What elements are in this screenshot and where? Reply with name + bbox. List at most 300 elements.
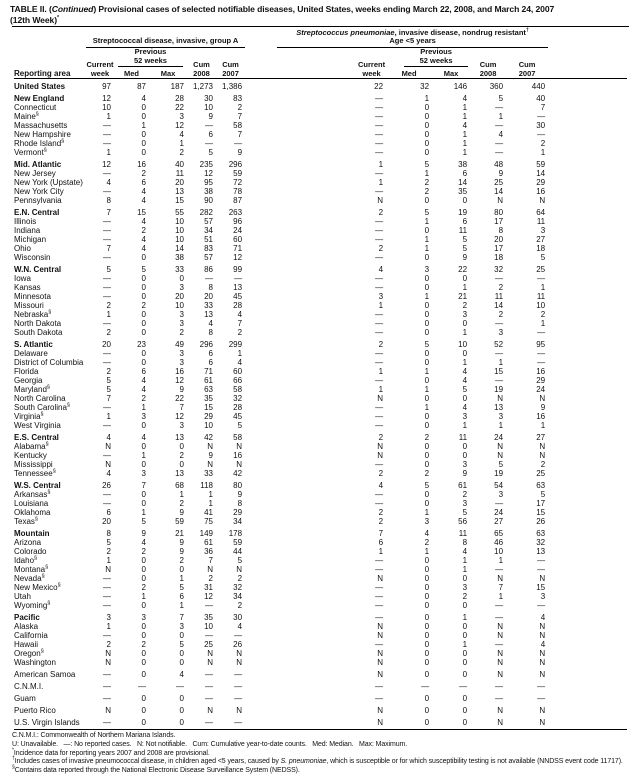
value-cell: 58 [233, 433, 243, 442]
value-cell: — [375, 112, 384, 121]
spacer-cell [548, 205, 627, 217]
value-cell: N [497, 442, 504, 451]
value-cell: 0 [424, 622, 430, 631]
value-cell: 0 [424, 451, 430, 460]
value-cell: 4 [540, 613, 546, 622]
value-cell: 2 [237, 103, 243, 112]
value-cell: 0 [141, 349, 146, 358]
reporting-area-cell: Ohio [14, 244, 31, 253]
value-cell: 2 [424, 433, 430, 442]
reporting-area-cell: New England [14, 94, 65, 103]
value-cell: 3 [462, 499, 468, 508]
value-cell: N [105, 442, 111, 451]
value-cell: 4 [462, 94, 468, 103]
spacer-cell [245, 526, 357, 538]
value-cell: 2 [378, 433, 384, 442]
spacer-cell [245, 715, 357, 730]
value-cell: 1 [179, 574, 184, 583]
table-row [14, 121, 627, 130]
spacer-cell [548, 112, 627, 121]
value-cell: 2 [424, 187, 430, 196]
value-cell: 25 [494, 178, 504, 187]
value-cell: 8 [106, 196, 111, 205]
value-cell: 15 [175, 196, 184, 205]
table-row [14, 460, 627, 469]
value-cell: N [377, 442, 384, 451]
value-cell: 0 [141, 670, 146, 679]
reporting-area-cell: Tennessee§ [14, 468, 56, 478]
spacer-cell [548, 139, 627, 148]
reporting-area-cell: Minnesota [14, 292, 51, 301]
reporting-area-cell: Texas§ [14, 516, 38, 526]
table-row [14, 451, 627, 460]
value-cell: 0 [141, 358, 146, 367]
area-footnote-mark: § [40, 411, 44, 418]
value-cell: — [103, 253, 111, 262]
value-cell: 25 [536, 265, 546, 274]
value-cell: 146 [432, 79, 470, 92]
value-cell: 17 [494, 244, 504, 253]
reporting-area-cell: Nebraska§ [14, 309, 52, 319]
value-cell: 12 [204, 169, 213, 178]
value-cell: 17 [536, 499, 546, 508]
value-cell: 31 [204, 583, 213, 592]
value-cell: 35 [458, 187, 468, 196]
spacer-cell [245, 226, 357, 235]
value-cell: — [375, 613, 384, 622]
value-cell: 2 [424, 178, 430, 187]
value-cell: 2 [106, 367, 111, 376]
value-cell: — [375, 412, 384, 421]
area-footnote-mark: § [46, 384, 50, 391]
table-row [14, 130, 627, 139]
value-cell: — [234, 274, 243, 283]
value-cell: 30 [204, 94, 213, 103]
value-cell: 29 [536, 376, 546, 385]
table-row [14, 112, 627, 121]
reporting-area-cell: Idaho§ [14, 555, 38, 565]
footnotes [12, 732, 633, 776]
value-cell: 0 [141, 274, 146, 283]
spacer-cell [548, 292, 627, 301]
value-cell: 45 [233, 292, 243, 301]
spacer-cell [548, 367, 627, 376]
reporting-area-cell: Arizona [14, 538, 42, 547]
spacer-cell [245, 538, 357, 547]
group2-title-line1: Streptococcus pneumoniae, invasive disease, nondrug resistant† [296, 27, 529, 37]
col-max-g2: Max [443, 68, 459, 78]
value-cell: 4 [424, 529, 430, 538]
value-cell: N [539, 394, 546, 403]
spacer-cell [548, 640, 627, 649]
value-cell: 0 [424, 103, 430, 112]
value-cell: 0 [424, 421, 430, 430]
value-cell: 0 [424, 442, 430, 451]
value-cell: 1 [378, 367, 384, 376]
table-row [14, 499, 627, 508]
value-cell: — [375, 139, 384, 148]
value-cell: 0 [424, 394, 430, 403]
value-cell: 296 [199, 340, 213, 349]
spacer-cell [245, 394, 357, 403]
spacer-cell [245, 478, 357, 490]
spacer-cell [548, 460, 627, 469]
value-cell: 13 [536, 547, 546, 556]
value-cell: 2 [237, 328, 243, 337]
value-cell: 0 [462, 196, 468, 205]
value-cell: 1 [462, 283, 468, 292]
value-cell: 1 [462, 421, 468, 430]
area-footnote-mark: § [34, 516, 38, 523]
value-cell: — [234, 670, 243, 679]
value-cell: N [377, 670, 384, 679]
spacer-cell [548, 526, 627, 538]
value-cell: 7 [378, 529, 384, 538]
value-cell: 1 [540, 148, 546, 157]
value-cell: 14 [494, 187, 504, 196]
table-row [14, 358, 627, 367]
spacer-cell [548, 169, 627, 178]
value-cell: 1 [106, 622, 111, 631]
value-cell: 2 [378, 508, 384, 517]
value-cell: 63 [204, 385, 213, 394]
value-cell: 9 [179, 508, 184, 517]
table-row [14, 217, 627, 226]
value-cell: 3 [462, 460, 468, 469]
table-row [14, 658, 627, 667]
value-cell: 0 [462, 451, 468, 460]
value-cell: 12 [102, 160, 111, 169]
value-cell: N [105, 565, 111, 574]
value-cell: N [377, 394, 384, 403]
value-cell: 1 [424, 244, 430, 253]
value-cell: — [103, 130, 111, 139]
value-cell: 1 [462, 328, 468, 337]
value-cell: 4 [141, 244, 146, 253]
value-cell: 1 [498, 556, 504, 565]
spacer-cell [245, 556, 357, 565]
value-cell: 5 [540, 490, 546, 499]
value-cell: 1 [424, 169, 430, 178]
spacer-cell [245, 217, 357, 226]
area-footnote-mark: § [61, 138, 65, 145]
spacer-cell [548, 274, 627, 283]
value-cell: 11 [494, 292, 504, 301]
table-row [14, 244, 627, 253]
value-cell: 4 [462, 547, 468, 556]
value-cell: 6 [141, 178, 146, 187]
value-cell: 33 [204, 301, 213, 310]
value-cell: 0 [179, 658, 184, 667]
value-cell: 8 [208, 283, 213, 292]
spacer-cell [245, 319, 357, 328]
value-cell: 4 [462, 121, 468, 130]
value-cell: 6 [378, 538, 384, 547]
value-cell: — [103, 403, 111, 412]
value-cell: N [236, 460, 243, 469]
spacer-cell [245, 490, 357, 499]
spacer-cell [548, 583, 627, 592]
value-cell: N [105, 658, 111, 667]
table-row [14, 385, 627, 394]
value-cell: 4 [237, 358, 243, 367]
value-cell: 16 [536, 187, 546, 196]
value-cell: 28 [175, 94, 184, 103]
value-cell: N [539, 451, 546, 460]
value-cell: — [495, 319, 504, 328]
value-cell: 87 [233, 196, 243, 205]
value-cell: — [375, 253, 384, 262]
value-cell: 4 [462, 367, 468, 376]
value-cell: — [495, 613, 504, 622]
reporting-area-cell: New Mexico§ [14, 582, 61, 592]
reporting-area-cell: Mid. Atlantic [14, 160, 62, 169]
value-cell: 3 [498, 328, 504, 337]
value-cell: — [103, 682, 111, 691]
value-cell: 34 [233, 517, 243, 526]
value-cell: N [236, 658, 243, 667]
value-cell: N [207, 565, 213, 574]
footnote-star: *Incidence data for reporting years 2007 and 2008 are provisional. [12, 747, 210, 757]
spacer-cell [245, 385, 357, 394]
value-cell: 0 [424, 376, 430, 385]
value-cell: 13 [175, 469, 184, 478]
value-cell: 2 [498, 310, 504, 319]
table-row [14, 274, 627, 283]
spacer-cell [548, 178, 627, 187]
value-cell: 16 [536, 412, 546, 421]
value-cell: 5 [462, 508, 468, 517]
value-cell: 16 [175, 367, 184, 376]
value-cell: N [539, 631, 546, 640]
spacer-cell [548, 517, 627, 526]
reporting-area-cell: Florida [14, 367, 39, 376]
value-cell: 40 [536, 94, 546, 103]
spacer-cell [245, 130, 357, 139]
spacer-cell [548, 421, 627, 430]
value-cell: 5 [424, 208, 430, 217]
spacer-cell [548, 715, 627, 730]
table-row [14, 103, 627, 112]
reporting-area-cell: New Jersey [14, 169, 56, 178]
value-cell: 0 [141, 328, 146, 337]
spacer-cell [245, 235, 357, 244]
reporting-area-cell: Illinois [14, 217, 37, 226]
subheader-row [14, 48, 627, 67]
col-cum-2008-g1: Cum 2008 [193, 60, 210, 78]
value-cell: 99 [233, 265, 243, 274]
value-cell: 4 [106, 178, 111, 187]
reporting-area-cell: Vermont§ [14, 147, 47, 157]
value-cell: 2 [141, 169, 146, 178]
value-cell: 7 [208, 556, 213, 565]
value-cell: 8 [208, 328, 213, 337]
value-cell: N [497, 658, 504, 667]
value-cell: 2 [378, 340, 384, 349]
value-cell: 95 [536, 340, 546, 349]
spacer-cell [548, 262, 627, 274]
spacer-cell [548, 412, 627, 421]
table-row [14, 262, 627, 274]
table-row [14, 622, 627, 631]
value-cell: — [375, 283, 384, 292]
value-cell: 10 [204, 421, 213, 430]
value-cell: — [537, 112, 546, 121]
value-cell: 60 [233, 367, 243, 376]
spacer-cell [245, 262, 357, 274]
value-cell: 1 [106, 556, 111, 565]
value-cell: 16 [536, 367, 546, 376]
value-cell: 38 [458, 160, 468, 169]
spacer-cell [548, 547, 627, 556]
value-cell: 3 [378, 292, 384, 301]
value-cell: — [375, 640, 384, 649]
value-cell: 2 [141, 583, 146, 592]
value-cell: 3 [141, 469, 146, 478]
reporting-area-cell: Louisiana [14, 499, 49, 508]
value-cell: 96 [233, 217, 243, 226]
value-cell: 19 [494, 469, 504, 478]
spacer-cell [245, 583, 357, 592]
value-cell: 17 [494, 217, 504, 226]
area-footnote-mark: § [41, 573, 45, 580]
value-cell: 29 [204, 412, 213, 421]
spacer-cell [548, 430, 627, 442]
spacer-cell [245, 91, 357, 103]
value-cell: 59 [233, 169, 243, 178]
spacer-cell [245, 205, 357, 217]
value-cell: — [375, 583, 384, 592]
value-cell: — [375, 94, 384, 103]
value-cell: 6 [141, 367, 146, 376]
value-cell: N [539, 442, 546, 451]
value-cell: 34 [204, 226, 213, 235]
value-cell: 0 [424, 490, 430, 499]
reporting-area-cell: Wyoming§ [14, 600, 51, 610]
value-cell: 0 [141, 490, 146, 499]
spacer-cell [548, 79, 627, 92]
value-cell: 0 [424, 319, 430, 328]
value-cell: 3 [540, 592, 546, 601]
table-row [14, 517, 627, 526]
value-cell: 8 [237, 499, 243, 508]
value-cell: 2 [179, 556, 184, 565]
value-cell: 15 [137, 208, 146, 217]
table-row [14, 79, 627, 92]
value-cell: 1 [498, 358, 504, 367]
value-cell: 15 [204, 403, 213, 412]
value-cell: — [375, 319, 384, 328]
value-cell: — [103, 319, 111, 328]
value-cell: — [375, 310, 384, 319]
value-cell: 0 [462, 349, 468, 358]
col-cum-2007-g1: Cum 2007 [222, 60, 239, 78]
value-cell: — [375, 235, 384, 244]
value-cell: — [537, 349, 546, 358]
spacer-cell [245, 508, 357, 517]
value-cell: — [375, 349, 384, 358]
value-cell: 14 [536, 169, 546, 178]
value-cell: 282 [199, 208, 213, 217]
value-cell: 10 [536, 301, 546, 310]
value-cell: 26 [233, 640, 243, 649]
value-cell: 2 [179, 148, 184, 157]
table-row [14, 196, 627, 205]
spacer-cell [245, 403, 357, 412]
reporting-area-cell: Georgia [14, 376, 43, 385]
value-cell: — [234, 139, 243, 148]
reporting-area-cell: E.S. Central [14, 433, 59, 442]
value-cell: 0 [141, 658, 146, 667]
value-cell: 0 [424, 196, 430, 205]
table-row [14, 292, 627, 301]
value-cell: 13 [494, 403, 504, 412]
spacer-cell [548, 328, 627, 337]
value-cell: 71 [204, 367, 213, 376]
value-cell: 6 [208, 130, 213, 139]
value-cell: 61 [458, 481, 468, 490]
value-cell: 9 [208, 451, 213, 460]
value-cell: 0 [179, 274, 184, 283]
spacer-cell [245, 574, 357, 583]
value-cell: 2 [540, 310, 546, 319]
value-cell: 1 [462, 556, 468, 565]
spacer-cell [245, 103, 357, 112]
value-cell: 45 [233, 412, 243, 421]
value-cell: 3 [106, 613, 111, 622]
spacer-cell [245, 565, 357, 574]
spacer-cell [548, 442, 627, 451]
value-cell: 65 [494, 529, 504, 538]
value-cell: — [103, 121, 111, 130]
table-row [14, 556, 627, 565]
value-cell: 0 [462, 622, 468, 631]
reporting-area-cell: American Samoa [14, 670, 76, 679]
value-cell: 3 [462, 310, 468, 319]
spacer-cell [548, 217, 627, 226]
value-cell: N [236, 706, 243, 715]
value-cell: 0 [424, 301, 430, 310]
value-cell: — [375, 460, 384, 469]
value-cell: 54 [494, 481, 504, 490]
value-cell: 59 [233, 538, 243, 547]
surveillance-table [14, 27, 627, 730]
value-cell: — [537, 130, 546, 139]
value-cell: — [459, 682, 468, 691]
value-cell: 13 [175, 187, 184, 196]
value-cell: 3 [462, 583, 468, 592]
value-cell: 23 [137, 340, 146, 349]
value-cell: 0 [424, 349, 430, 358]
value-cell: 1 [141, 451, 146, 460]
value-cell: 97 [86, 79, 114, 92]
value-cell: 6 [462, 217, 468, 226]
value-cell: 57 [204, 217, 213, 226]
table-row [14, 349, 627, 358]
reporting-area-cell: E.N. Central [14, 208, 60, 217]
table-title-line2: (12th Week)* [10, 14, 60, 25]
value-cell: 63 [536, 481, 546, 490]
reporting-area-cell: U.S. Virgin Islands [14, 715, 86, 730]
value-cell: 3 [179, 622, 184, 631]
spacer-cell [245, 244, 357, 253]
value-cell: 83 [204, 244, 213, 253]
value-cell: 0 [179, 694, 184, 703]
reporting-area-cell: S. Atlantic [14, 340, 53, 349]
value-cell: 9 [141, 529, 146, 538]
value-cell: 18 [494, 253, 504, 262]
value-cell: 0 [424, 706, 430, 715]
